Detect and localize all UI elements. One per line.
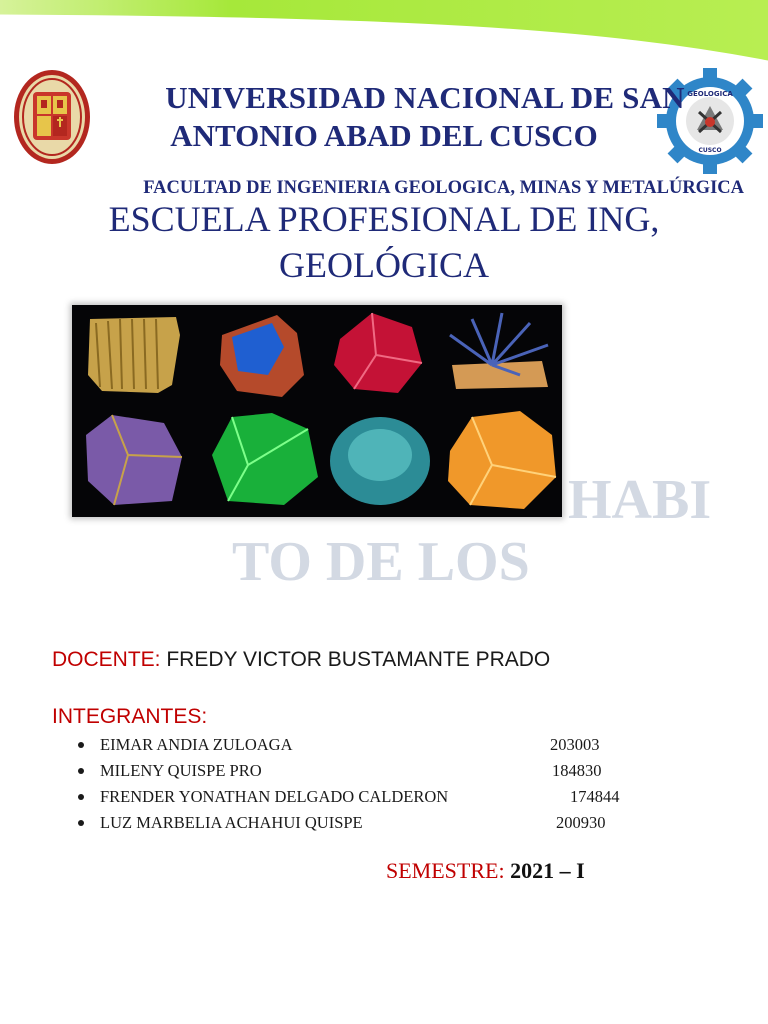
docente-name: FREDY VICTOR BUSTAMANTE PRADO: [166, 648, 551, 671]
member-code: 203003: [550, 735, 600, 754]
svg-text:GEOLOGICA: GEOLOGICA: [687, 90, 733, 98]
semestre-label: SEMESTRE:: [386, 858, 505, 883]
university-name-line1: UNIVERSIDAD NACIONAL DE SAN: [165, 80, 685, 115]
member-name: MILENY QUISPE PRO: [100, 761, 262, 780]
faculty-name: FACULTAD DE INGENIERIA GEOLOGICA, MINAS Y METALÚRGICA: [143, 178, 744, 198]
member-name: FRENDER YONATHAN DELGADO CALDERON: [100, 787, 449, 806]
minerals-collage-image: [72, 305, 562, 517]
member-code: 200930: [556, 813, 606, 832]
member-name: EIMAR ANDIA ZULOAGA: [100, 735, 293, 754]
university-name-line2: ANTONIO ABAD DEL CUSCO: [170, 118, 598, 153]
bullet-icon: [78, 768, 84, 774]
school-name-line1: ESCUELA PROFESIONAL DE ING,: [108, 199, 660, 239]
integrantes-label: INTEGRANTES:: [52, 705, 208, 728]
semestre-line: [386, 858, 585, 884]
member-row: [0, 813, 768, 837]
watermark-text-line2: TO DE LOS: [232, 531, 530, 593]
member-code: 184830: [552, 761, 602, 780]
member-row: [0, 735, 768, 759]
blue-green-mineral-image: [330, 417, 430, 505]
member-row: [0, 787, 768, 811]
semestre-value: 2021 – I: [510, 858, 585, 883]
member-name: LUZ MARBELIA ACHAHUI QUISPE: [100, 813, 363, 832]
member-code: 174844: [570, 787, 620, 806]
docente-line: [52, 648, 550, 672]
member-row: [0, 761, 768, 785]
school-name-line2: GEOLÓGICA: [279, 245, 489, 285]
svg-text:CUSCO: CUSCO: [698, 147, 722, 154]
bullet-icon: [78, 742, 84, 748]
top-decorative-band: [0, 0, 768, 70]
bullet-icon: [78, 820, 84, 826]
bullet-icon: [78, 794, 84, 800]
watermark-text-line1: HABI: [568, 469, 712, 531]
docente-label: DOCENTE:: [52, 648, 161, 671]
gold-bladed-crystal-image: [88, 317, 180, 393]
